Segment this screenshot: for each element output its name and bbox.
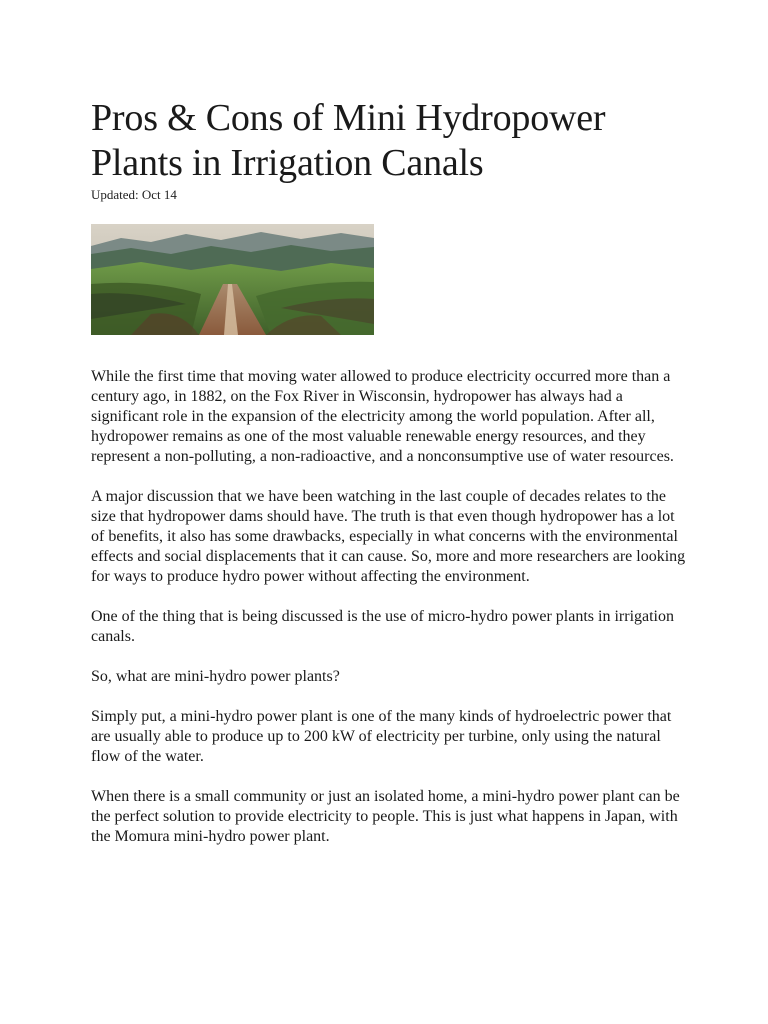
- paragraph-6: When there is a small community or just an isolated home, a mini-hydro power plant can be the perfect solution to provide electricity to people. This is just what happens in Japan, with the Momura mini-hydro power plant.: [91, 788, 680, 845]
- paragraph-5: Simply put, a mini-hydro power plant is one of the many kinds of hydroelectric power that are usually able to produce up to 200 kW of electricity per turbine, only using the natural flow of the water.: [91, 708, 672, 765]
- paragraph-3: One of the thing that is being discussed is the use of micro-hydro power plants in irrigation canals.: [91, 608, 674, 645]
- article-page: [91, 96, 691, 867]
- article-body: [91, 367, 691, 847]
- hero-landscape-image: [91, 224, 374, 335]
- paragraph-1: While the first time that moving water allowed to produce electricity occurred more than a century ago, in 1882, on the Fox River in Wisconsin, hydropower has always had a significant role in the expansion of the electricity among the world population. After all, hydropower remains as one of the most valuable renewable energy resources, and they represent a non-polluting, a non-radioactive, and a nonconsumptive use of water resources.: [91, 368, 674, 465]
- updated-date: Updated: Oct 14: [91, 187, 177, 202]
- paragraph-2: A major discussion that we have been watching in the last couple of decades relates to the size that hydropower dams should have. The truth is that even though hydropower has a lot of benefits, it also has some drawbacks, especially in what concerns with the environmental effects and social displacements that it can cause. So, more and more researchers are looking for ways to produce hydro power without affecting the environment.: [91, 488, 686, 585]
- paragraph-4: So, what are mini-hydro power plants?: [91, 668, 340, 685]
- article-title: Pros & Cons of Mini Hydropower Plants in Irrigation Canals: [91, 97, 606, 184]
